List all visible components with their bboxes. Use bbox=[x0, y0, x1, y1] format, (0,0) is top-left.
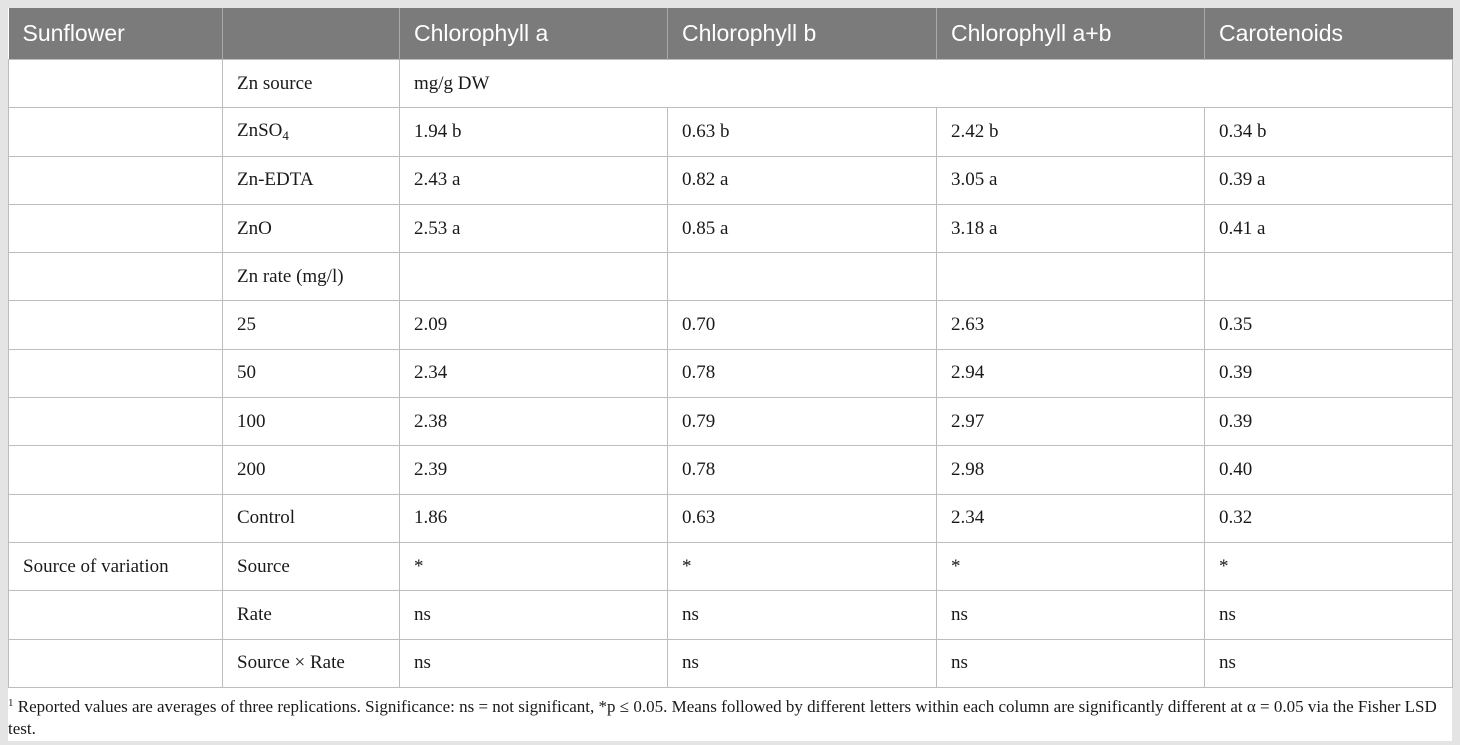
table-cell bbox=[1205, 253, 1453, 301]
unit-label: mg/g DW bbox=[400, 60, 1453, 108]
table-cell: 2.94 bbox=[937, 349, 1205, 397]
table-cell: 3.05 a bbox=[937, 156, 1205, 204]
table-cell bbox=[9, 446, 223, 494]
table-cell: ns bbox=[400, 639, 668, 687]
table-cell: ns bbox=[668, 639, 937, 687]
table-cell: 0.85 a bbox=[668, 204, 937, 252]
row-label-main: ZnSO bbox=[237, 119, 283, 141]
row-label: Rate bbox=[223, 591, 400, 639]
table-cell: 0.35 bbox=[1205, 301, 1453, 349]
table-cell: 2.43 a bbox=[400, 156, 668, 204]
table-cell: 2.98 bbox=[937, 446, 1205, 494]
header-factor bbox=[223, 8, 400, 60]
table-cell: 2.34 bbox=[400, 349, 668, 397]
table-cell: ns bbox=[937, 639, 1205, 687]
table-cell: 0.78 bbox=[668, 349, 937, 397]
row-label: 100 bbox=[223, 398, 400, 446]
table-cell bbox=[9, 349, 223, 397]
table-cell: 0.39 bbox=[1205, 398, 1453, 446]
table-cell bbox=[9, 60, 223, 108]
table-cell: 3.18 a bbox=[937, 204, 1205, 252]
table-cell: 2.97 bbox=[937, 398, 1205, 446]
table-cell bbox=[9, 108, 223, 156]
table-cell: 0.63 b bbox=[668, 108, 937, 156]
table-cell bbox=[9, 639, 223, 687]
table-row bbox=[9, 204, 1453, 252]
table-cell: 2.39 bbox=[400, 446, 668, 494]
header-chlorophyll-a: Chlorophyll a bbox=[400, 8, 668, 60]
row-label: ZnO bbox=[223, 204, 400, 252]
table-cell: * bbox=[668, 542, 937, 590]
table-row bbox=[9, 108, 1453, 156]
row-label: Zn-EDTA bbox=[223, 156, 400, 204]
table-cell: * bbox=[1205, 542, 1453, 590]
footnote-text: Reported values are averages of three replications. Significance: ns = not significant, *p ≤ 0.05. Means followed by different letters within each column are significantly different at α = 0.05 via the Fisher LSD test. bbox=[8, 696, 1437, 738]
table-row bbox=[9, 398, 1453, 446]
rate-header-row bbox=[9, 253, 1453, 301]
table-footnote bbox=[8, 688, 1452, 740]
table-cell bbox=[9, 591, 223, 639]
table-cell: 0.82 a bbox=[668, 156, 937, 204]
zn-source-label: Zn source bbox=[223, 60, 400, 108]
table-cell: 0.63 bbox=[668, 494, 937, 542]
row-label: 50 bbox=[223, 349, 400, 397]
table-cell: ns bbox=[668, 591, 937, 639]
table-cell: 2.09 bbox=[400, 301, 668, 349]
table-row bbox=[9, 639, 1453, 687]
table-row bbox=[9, 301, 1453, 349]
table-cell: 0.39 a bbox=[1205, 156, 1453, 204]
table-cell bbox=[9, 253, 223, 301]
header-chlorophyll-ab: Chlorophyll a+b bbox=[937, 8, 1205, 60]
units-row bbox=[9, 60, 1453, 108]
table-cell: 0.32 bbox=[1205, 494, 1453, 542]
table-row bbox=[9, 542, 1453, 590]
table-cell: 0.40 bbox=[1205, 446, 1453, 494]
table-cell: ns bbox=[400, 591, 668, 639]
table-cell: 0.39 bbox=[1205, 349, 1453, 397]
table-cell: 1.94 b bbox=[400, 108, 668, 156]
table-cell: 0.34 b bbox=[1205, 108, 1453, 156]
table-cell bbox=[9, 301, 223, 349]
table-cell: ns bbox=[1205, 639, 1453, 687]
header-sunflower: Sunflower bbox=[9, 8, 223, 60]
table-cell: 0.78 bbox=[668, 446, 937, 494]
table-cell bbox=[9, 204, 223, 252]
table-cell bbox=[9, 156, 223, 204]
table-cell: ns bbox=[937, 591, 1205, 639]
table-frame bbox=[8, 8, 1452, 741]
table-cell: 0.70 bbox=[668, 301, 937, 349]
table-cell: * bbox=[400, 542, 668, 590]
table-cell: 2.38 bbox=[400, 398, 668, 446]
table-cell: 2.42 b bbox=[937, 108, 1205, 156]
table-row bbox=[9, 494, 1453, 542]
table-cell: 0.79 bbox=[668, 398, 937, 446]
zn-rate-label: Zn rate (mg/l) bbox=[223, 253, 400, 301]
row-label bbox=[223, 108, 400, 156]
table-cell bbox=[9, 398, 223, 446]
table-cell: * bbox=[937, 542, 1205, 590]
header-row bbox=[9, 8, 1453, 60]
header-chlorophyll-b: Chlorophyll b bbox=[668, 8, 937, 60]
table-row bbox=[9, 156, 1453, 204]
row-label: 25 bbox=[223, 301, 400, 349]
table-cell bbox=[400, 253, 668, 301]
variation-label: Source of variation bbox=[9, 542, 223, 590]
table-cell: ns bbox=[1205, 591, 1453, 639]
table-cell bbox=[9, 494, 223, 542]
row-label: Source bbox=[223, 542, 400, 590]
table-cell bbox=[937, 253, 1205, 301]
table-cell: 1.86 bbox=[400, 494, 668, 542]
table-cell: 2.63 bbox=[937, 301, 1205, 349]
table-cell bbox=[668, 253, 937, 301]
table-row bbox=[9, 446, 1453, 494]
table-row bbox=[9, 591, 1453, 639]
table-cell: 0.41 a bbox=[1205, 204, 1453, 252]
table-row bbox=[9, 349, 1453, 397]
data-table bbox=[8, 8, 1453, 688]
row-label-subscript: 4 bbox=[282, 127, 289, 143]
row-label: Control bbox=[223, 494, 400, 542]
table-cell: 2.34 bbox=[937, 494, 1205, 542]
row-label: Source × Rate bbox=[223, 639, 400, 687]
row-label: 200 bbox=[223, 446, 400, 494]
footnote-marker: 1 bbox=[8, 696, 14, 709]
table-cell: 2.53 a bbox=[400, 204, 668, 252]
header-carotenoids: Carotenoids bbox=[1205, 8, 1453, 60]
